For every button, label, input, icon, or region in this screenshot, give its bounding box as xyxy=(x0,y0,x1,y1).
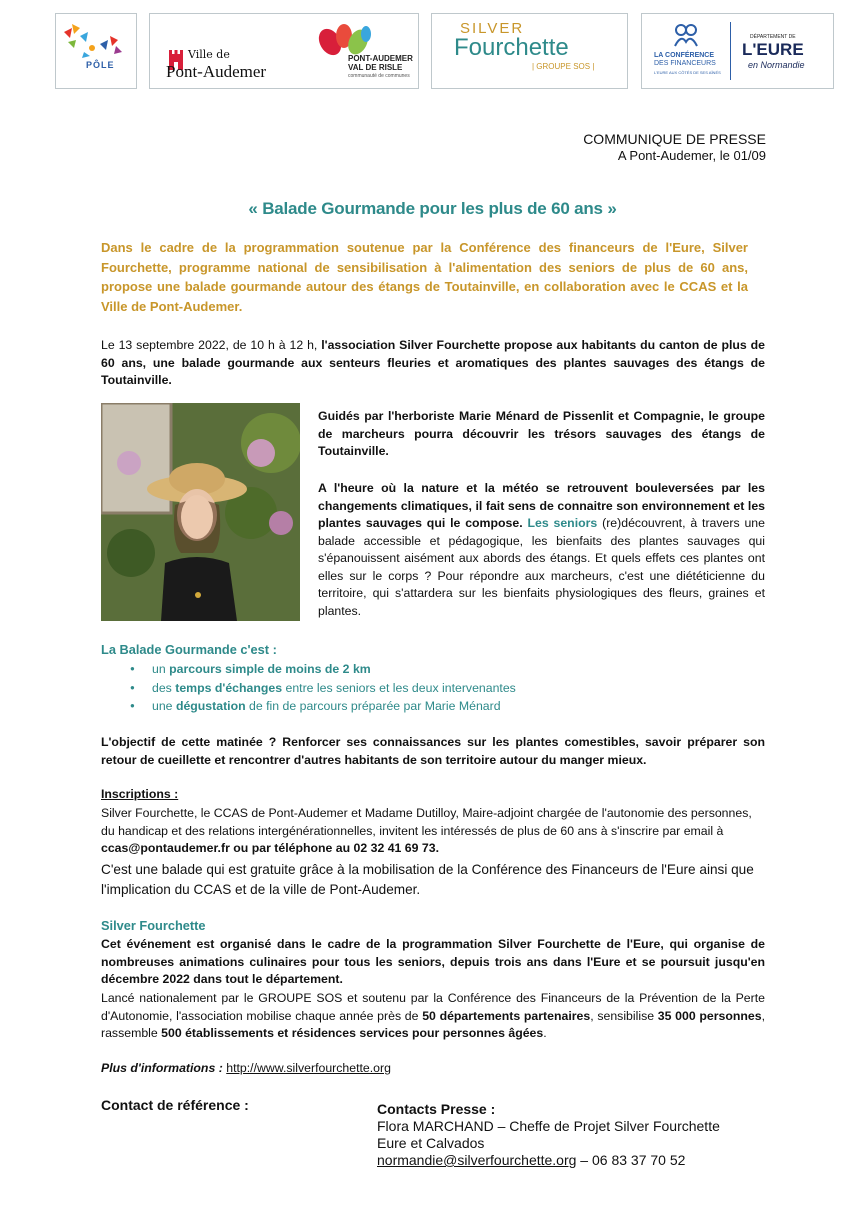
place-date: A Pont-Audemer, le 01/09 xyxy=(617,148,766,163)
val-de-risle-line2: VAL DE RISLE xyxy=(348,63,403,72)
logo-conference-eure xyxy=(641,13,834,89)
pont-audemer-name: Pont-Audemer xyxy=(166,62,267,81)
ccas-phone: ou par téléphone au 02 32 41 69 73. xyxy=(229,841,439,855)
eure-departement: DÉPARTEMENT DE xyxy=(750,34,796,40)
groupe-sos-label: | GROUPE SOS | xyxy=(532,62,595,71)
silver-stats-paragraph: Lancé nationalement par le GROUPE SOS et soutenu par la Conférence des Financeurs de la Prévention de la Perte d'Autonomie, l'association mobilise chaque année près de 50 départements partenaires, sensibilise 35 000 personnes, rassemble 500 établissements et résidences services pour personnes âgées. xyxy=(101,991,765,1040)
pole-logo-text: PÔLE xyxy=(86,60,115,70)
infos-label: Plus d'informations : xyxy=(101,1061,223,1075)
contact-phone: – 06 83 37 70 52 xyxy=(576,1152,686,1168)
pole-logo-icon xyxy=(56,14,136,88)
val-de-risle-line3: communauté de communes xyxy=(348,73,410,79)
people-circle-icon xyxy=(672,22,700,48)
val-de-risle-line1: PONT-AUDEMER xyxy=(348,54,413,63)
conference-line2: DES FINANCEURS xyxy=(654,60,716,67)
balade-heading: La Balade Gourmande c'est : xyxy=(101,642,277,657)
nature-intro: A l'heure où la nature et la météo se retrouvent bouleversées par les changements climatiques, il fait sens de connaitre son environnement et les plantes sauvages qui le compose. xyxy=(318,481,765,530)
silver-label: SILVER xyxy=(460,20,525,37)
conference-line3: L'EURE AUX CÔTÉS DE SES AÎNÉS xyxy=(654,70,721,75)
event-date: Le 13 septembre 2022, de 10 h à 12 h, xyxy=(101,338,322,352)
list-item: ● une dégustation de fin de parcours préparée par Marie Ménard xyxy=(127,697,767,716)
contact-email-link[interactable]: normandie@silverfourchette.org xyxy=(377,1152,577,1168)
silverfourchette-link[interactable]: http://www.silverfourchette.org xyxy=(226,1061,391,1075)
contact-line xyxy=(377,1152,720,1169)
event-description: l'association Silver Fourchette propose aux habitants du canton de plus de 60 ans, une balade gourmande aux senteurs fleuries et aromatiques des plantes sauvages des étangs de Toutainville. xyxy=(101,338,765,387)
logo-pole xyxy=(55,13,137,89)
page-title: « Balade Gourmande pour les plus de 60 ans » xyxy=(248,199,617,218)
list-item: ● des temps d'échanges entre les seniors et les deux intervenantes xyxy=(127,679,767,698)
infos-line xyxy=(101,1061,391,1075)
ccas-email[interactable]: ccas@pontaudemer.fr xyxy=(101,841,230,855)
silver-paragraph: Cet événement est organisé dans le cadre de la programmation Silver Fourchette de l'Eure, qui organise de nombreuses animations culinaires pour tous les seniors, depuis trois ans dans l'Eure et se poursuit jusqu'en décembre 2022 dans tout le département. xyxy=(101,937,765,986)
ville-de-label: Ville de xyxy=(188,48,230,61)
communique-heading: COMMUNIQUE DE PRESSE xyxy=(583,131,766,147)
fourchette-label: Fourchette xyxy=(454,34,569,61)
gratuite-paragraph: C'est une balade qui est gratuite grâce à la mobilisation de la Conférence des Financeurs de l'Eure ainsi que l'implication du CCAS et de la ville de Pont-Audemer. xyxy=(101,862,754,897)
contact-label: Contact de référence : xyxy=(101,1097,249,1113)
herbalist-photo xyxy=(101,403,300,621)
conference-line1: LA CONFÉRENCE xyxy=(654,52,715,59)
nature-rest: (re)découvrent, à travers une balade accessible et pédagogique, les bienfaits des plantes sauvages qui s'épanouissent aisément aux abords des étangs. Et quels effets ces plantes ont elles sur le corps ? Pour répondre aux marcheurs, c'est une diététicienne du territoire, qui s'attardera sur les bienfaits physiologiques des fleurs, graines et plantes. xyxy=(318,516,765,618)
logo-silver-fourchette xyxy=(431,13,628,89)
objectif-paragraph: L'objectif de cette matinée ? Renforcer ses connaissances sur les plantes comestibles, savoir préparer son retour de cueillette et rencontrer d'autres habitants de son territoire autour du manger mieux. xyxy=(101,735,765,767)
guide-paragraph: Guidés par l'herboriste Marie Ménard de Pissenlit et Compagnie, le groupe de marcheurs pourra découvrir les trésors sauvages des étangs de Toutainville. xyxy=(318,409,765,458)
event-paragraph xyxy=(101,337,765,390)
contact-region: Eure et Calvados xyxy=(377,1135,485,1151)
contacts-presse-heading: Contacts Presse : xyxy=(377,1101,496,1117)
nature-paragraph xyxy=(318,480,765,620)
contact-name: Flora MARCHAND – Cheffe de Projet Silver Fourchette xyxy=(377,1118,720,1134)
list-item: ● un parcours simple de moins de 2 km xyxy=(127,660,767,679)
seniors-highlight: Les seniors xyxy=(527,516,598,530)
silver-heading: Silver Fourchette xyxy=(101,918,206,933)
logo-divider xyxy=(730,22,731,80)
intro-paragraph: Dans le cadre de la programmation soutenue par la Conférence des financeurs de l'Eure, Silver Fourchette, programme national de sensibilisation à l'alimentation des seniors de plus de 60 ans, propose une balade gourmande autour des étangs de Toutainville, en collaboration avec le CCAS et la Ville de Pont-Audemer. xyxy=(101,240,748,314)
balade-list xyxy=(127,660,767,716)
inscriptions-heading: Inscriptions : xyxy=(101,787,179,801)
logo-pont-audemer xyxy=(149,13,419,89)
eure-name: L'EURE xyxy=(742,40,804,59)
contact-presse-block xyxy=(377,1101,720,1169)
inscriptions-paragraph: Silver Fourchette, le CCAS de Pont-Audemer et Madame Dutilloy, Maire-adjoint chargée de l'autonomie des personnes, du handicap et des relations intergénérationnelles, invitent les intéressés de plus de 60 ans à s'inscrire par email à ccas@pontaudemer.fr ou par téléphone au 02 32 41 69 73. xyxy=(101,806,752,855)
eure-region: en Normandie xyxy=(748,60,805,70)
